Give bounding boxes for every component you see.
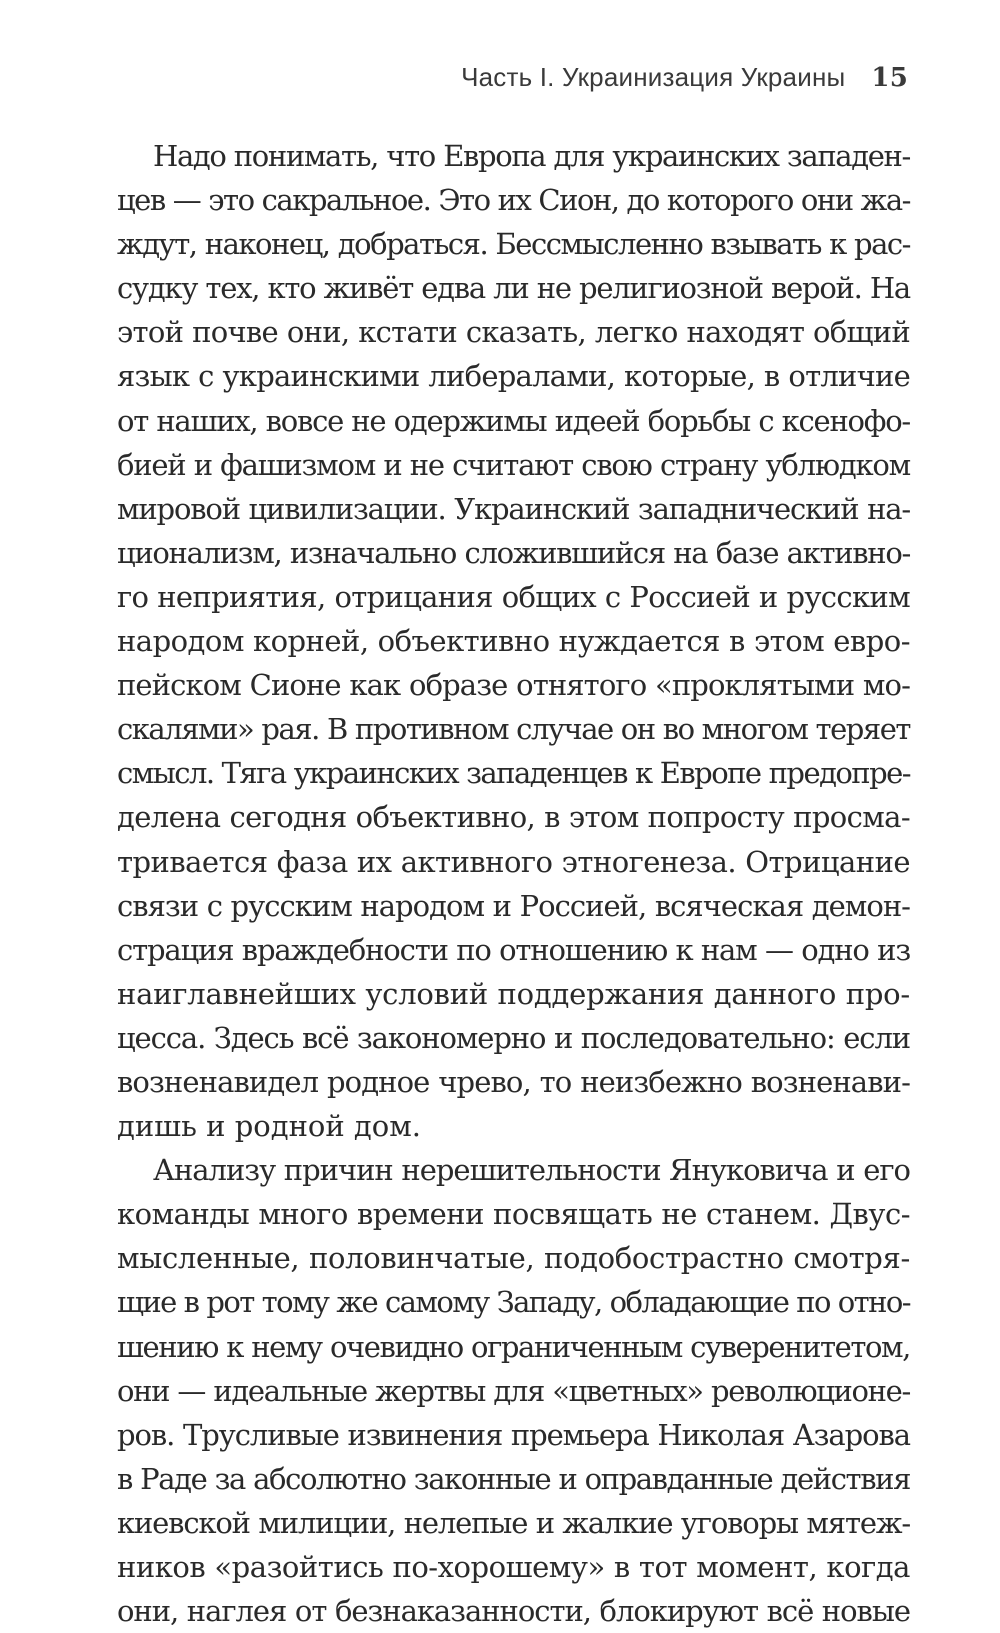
text-line: этой почве они, кстати сказать, легко находят общий bbox=[117, 315, 910, 350]
text-line: связи с русским народом и Россией, всяческая демон- bbox=[117, 888, 910, 923]
text-line: Анализу причин нерешительности Януковича и его bbox=[153, 1153, 910, 1188]
running-title: Часть I. Украинизация Украины bbox=[461, 62, 846, 92]
text-line: щие в рот тому же самому Западу, обладающие по отно- bbox=[117, 1285, 910, 1320]
text-line: пейском Сионе как образе отнятого «проклятыми мо- bbox=[117, 668, 910, 703]
text-line: они — идеальные жертвы для «цветных» революционе- bbox=[117, 1373, 910, 1408]
text-line: ционализм, изначально сложившийся на базе активно- bbox=[117, 535, 910, 570]
text-line: они, наглея от безнаказанности, блокируют всё новые bbox=[117, 1594, 910, 1629]
paragraph-2 bbox=[117, 1148, 910, 1633]
text-line: ров. Трусливые извинения премьера Николая Азарова bbox=[117, 1417, 910, 1452]
text-line: от наших, вовсе не одержимы идеей борьбы с ксенофо- bbox=[117, 403, 910, 438]
text-line: киевской милиции, нелепые и жалкие уговоры мятеж- bbox=[117, 1505, 910, 1540]
text-line: бией и фашизмом и не считают свою страну ублюдком bbox=[117, 447, 910, 482]
body-text bbox=[117, 134, 910, 1633]
text-line: дишь и родной дом. bbox=[117, 1109, 422, 1144]
paragraph-1 bbox=[117, 134, 910, 1148]
text-line: Надо понимать, что Европа для украинских западен- bbox=[153, 139, 910, 173]
text-line: язык с украинскими либералами, которые, в отличие bbox=[117, 359, 910, 394]
text-line: в Раде за абсолютно законные и оправданные действия bbox=[117, 1461, 910, 1496]
text-line: ников «разойтись по-хорошему» в тот момент, когда bbox=[117, 1550, 910, 1584]
running-header bbox=[0, 62, 908, 93]
text-line: страция враждебности по отношению к нам — одно из bbox=[117, 932, 910, 967]
text-line: мысленные, половинчатые, подобострастно смотря- bbox=[117, 1241, 910, 1276]
text-line: возненавидел родное чрево, то неизбежно возненави- bbox=[117, 1064, 910, 1099]
text-line: наиглавнейших условий поддержания данного про- bbox=[117, 976, 910, 1011]
text-line: народом корней, объективно нуждается в этом евро- bbox=[117, 624, 910, 659]
text-line: цев — это сакральное. Это их Сион, до которого они жа- bbox=[117, 183, 910, 218]
text-line: смысл. Тяга украинских западенцев к Европе предопре- bbox=[117, 756, 910, 791]
page-number: 15 bbox=[871, 63, 908, 93]
text-line: тривается фаза их активного этногенеза. Отрицание bbox=[117, 844, 910, 879]
text-line: цесса. Здесь всё закономерно и последовательно: если bbox=[117, 1020, 910, 1055]
text-line: судку тех, кто живёт едва ли не религиозной верой. На bbox=[117, 271, 910, 306]
text-line: ждут, наконец, добраться. Бессмысленно взывать к рас- bbox=[117, 227, 910, 262]
text-line: команды много времени посвящать не станем. Двус- bbox=[117, 1197, 910, 1232]
text-line: шению к нему очевидно ограниченным суверенитетом, bbox=[117, 1329, 910, 1364]
text-line: мировой цивилизации. Украинский западнический на- bbox=[117, 491, 910, 526]
text-line: го неприятия, отрицания общих с Россией и русским bbox=[117, 579, 910, 614]
text-line: скалями» рая. В противном случае он во многом теряет bbox=[117, 712, 910, 747]
text-line: делена сегодня объективно, в этом попросту просма- bbox=[117, 800, 910, 835]
